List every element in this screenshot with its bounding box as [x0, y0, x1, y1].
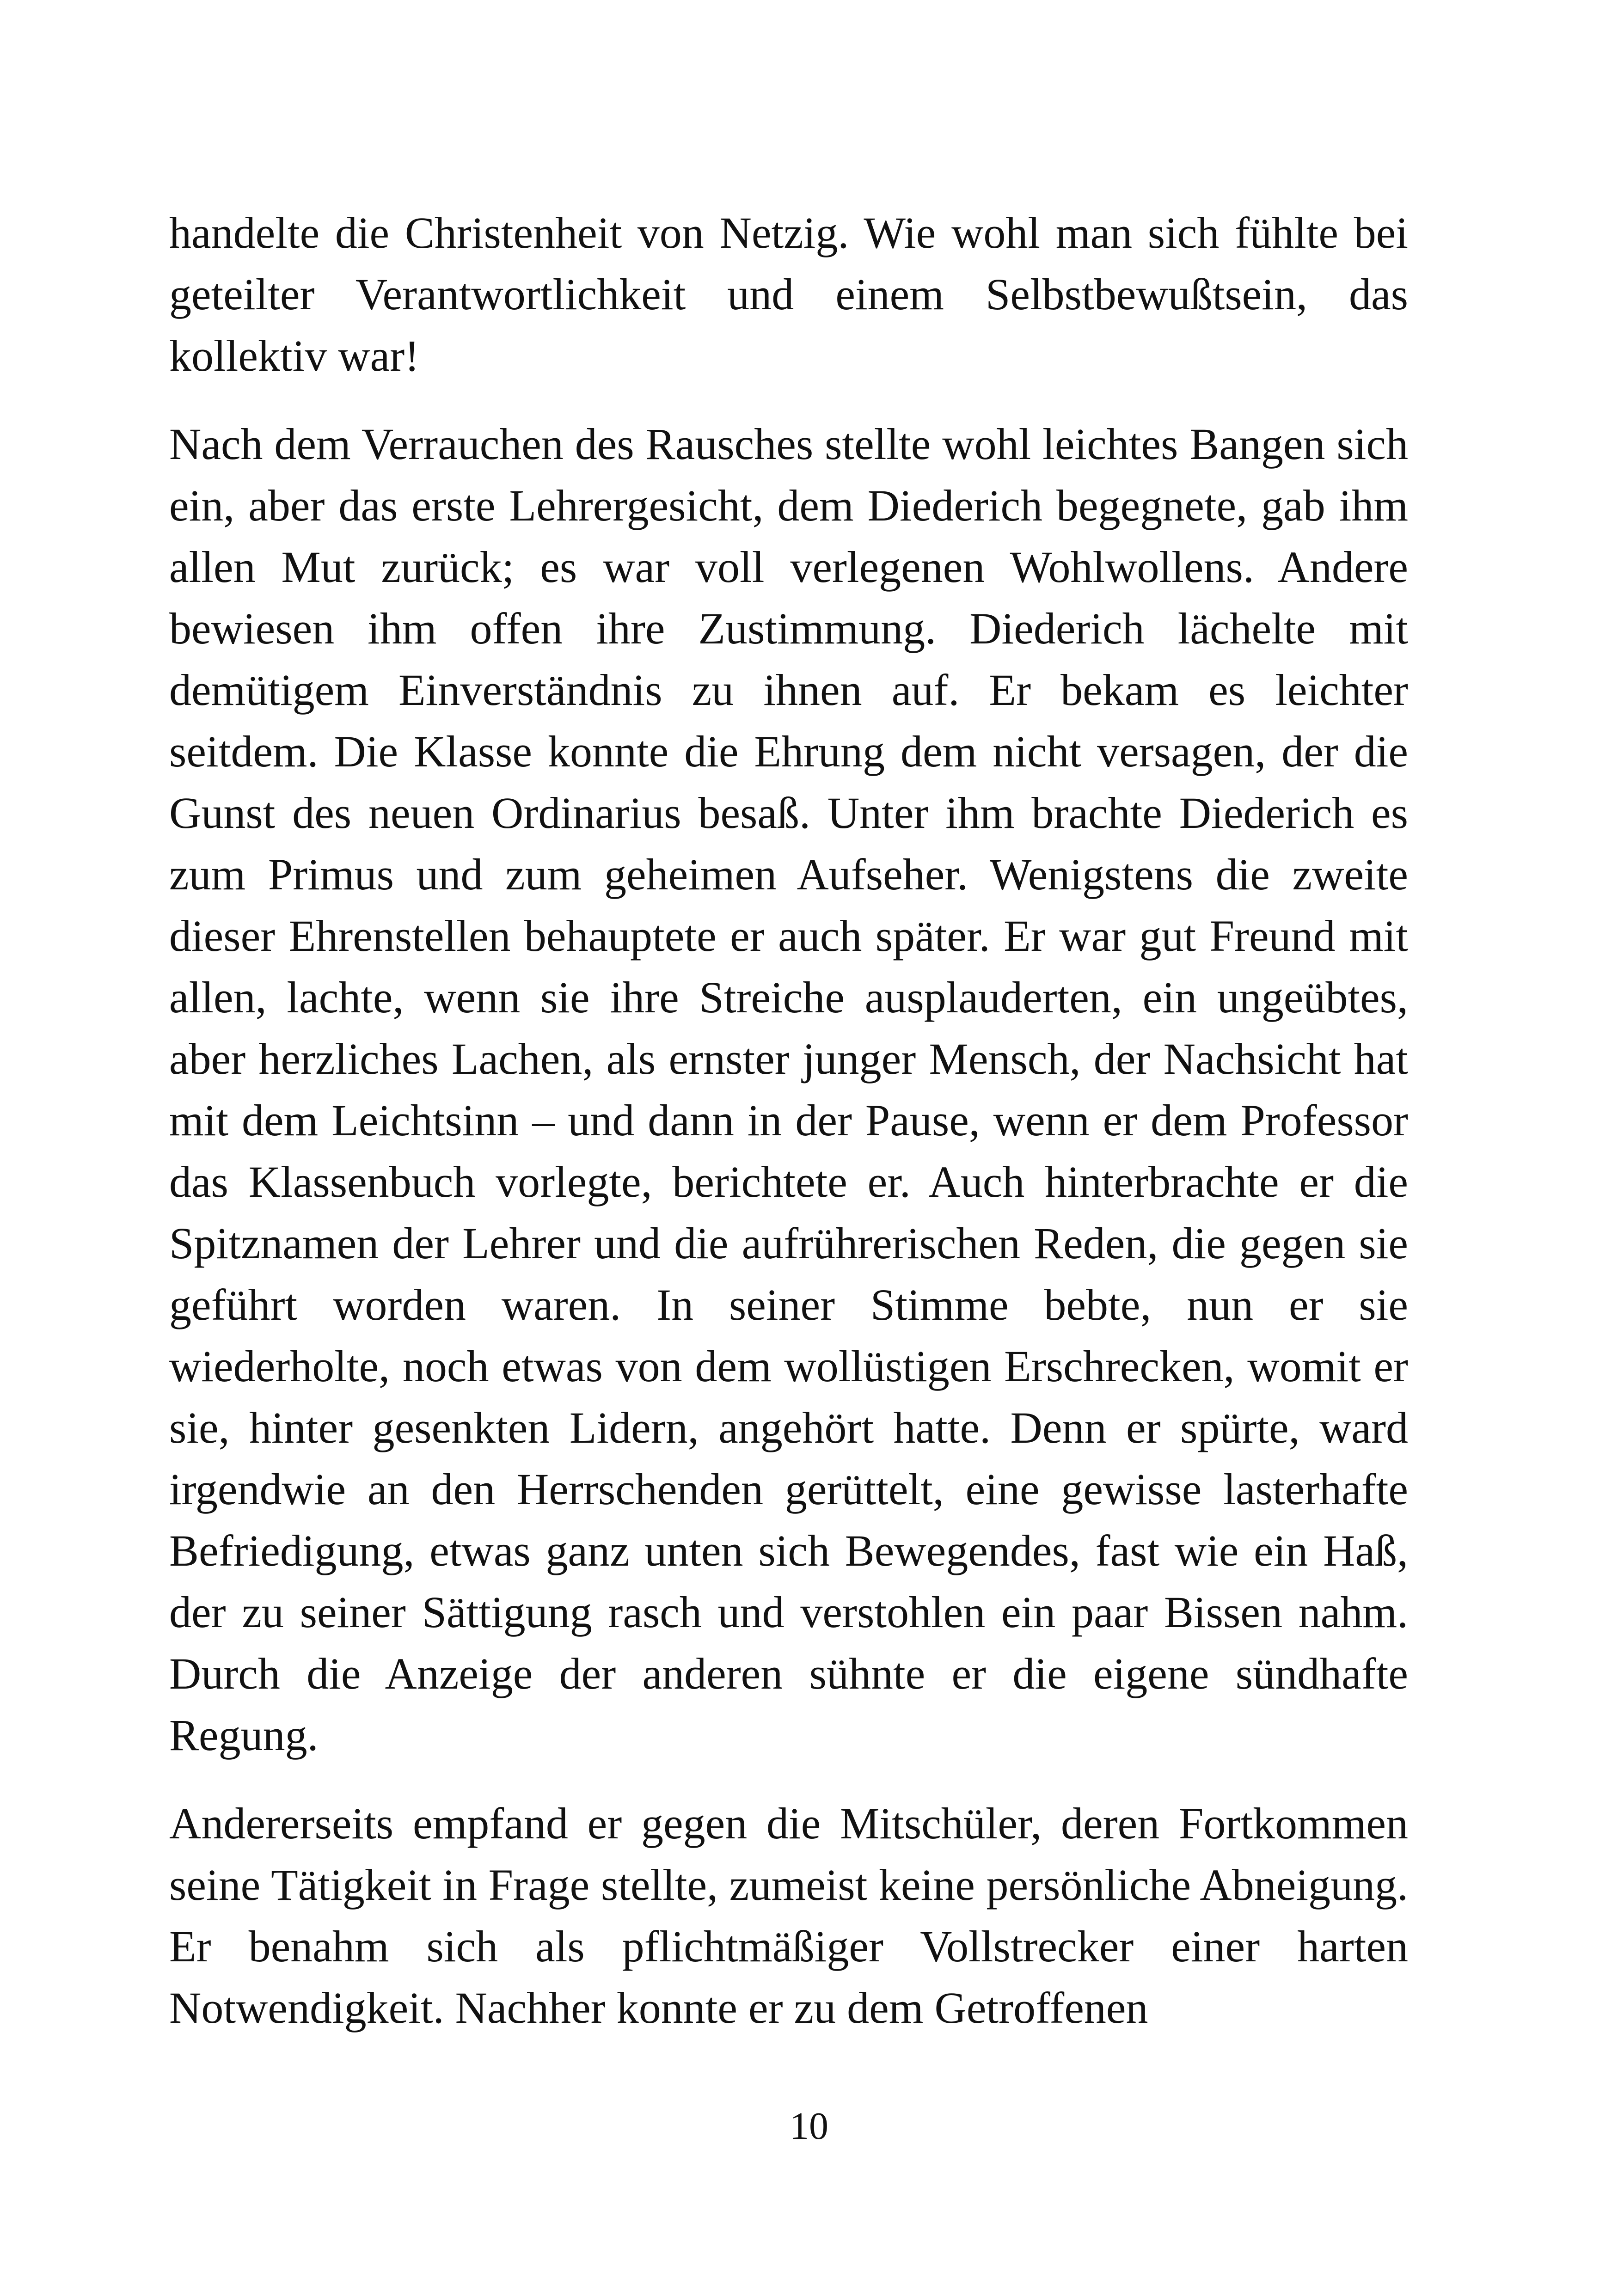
paragraph-1: handelte die Christenheit von Netzig. Wie wohl man sich fühlte bei geteilter Verantwortlichkeit und einem Selbstbewußtsein, das kollektiv war! [169, 208, 1408, 380]
paragraph-3: Andererseits empfand er gegen die Mitschüler, deren Fortkommen seine Tätigkeit in Frage stellte, zumeist keine persönliche Abneigung. Er benahm sich als pflichtmäßiger Vollstrecker einer harten Notwendigkeit. Nachher konnte er zu dem Getroffenen [169, 1799, 1408, 2033]
page-number: 10 [790, 2105, 828, 2148]
paragraph-2: Nach dem Verrauchen des Rausches stellte wohl leichtes Bangen sich ein, aber das erste Lehrergesicht, dem Diederich begegnete, gab ihm allen Mut zurück; es war voll verlegenen Wohlwollens. Andere bewiesen ihm offen ihre Zustimmung. Diederich lächelte mit demütigem Einverständnis zu ihnen auf. Er bekam es leichter seitdem. Die Klasse konnte die Ehrung dem nicht versagen, der die Gunst des neuen Ordinarius besaß. Unter ihm brachte Diederich es zum Primus und zum geheimen Aufseher. Wenigstens die zweite dieser Ehrenstellen behauptete er auch später. Er war gut Freund mit allen, lachte, wenn sie ihre Streiche ausplauderten, ein ungeübtes, aber herzliches Lachen, als ernster junger Mensch, der Nachsicht hat mit dem Leichtsinn – und dann in der Pause, wenn er dem Professor das Klassenbuch vorlegte, berichtete er. Auch hinterbrachte er die Spitznamen der Lehrer und die aufrührerischen Reden, die gegen sie geführt worden waren. In seiner Stimme bebte, nun er sie wiederholte, noch etwas von dem wollüstigen Erschrecken, womit er sie, hinter gesenkten Lidern, angehört hatte. Denn er spürte, ward irgendwie an den Herrschenden gerüttelt, eine gewisse lasterhafte Befriedigung, etwas ganz unten sich Bewegendes, fast wie ein Haß, der zu seiner Sättigung rasch und verstohlen ein paar Bissen nahm. Durch die Anzeige der anderen sühnte er die eigene sündhafte Regung. [169, 419, 1408, 1760]
body-text [169, 202, 1408, 2065]
